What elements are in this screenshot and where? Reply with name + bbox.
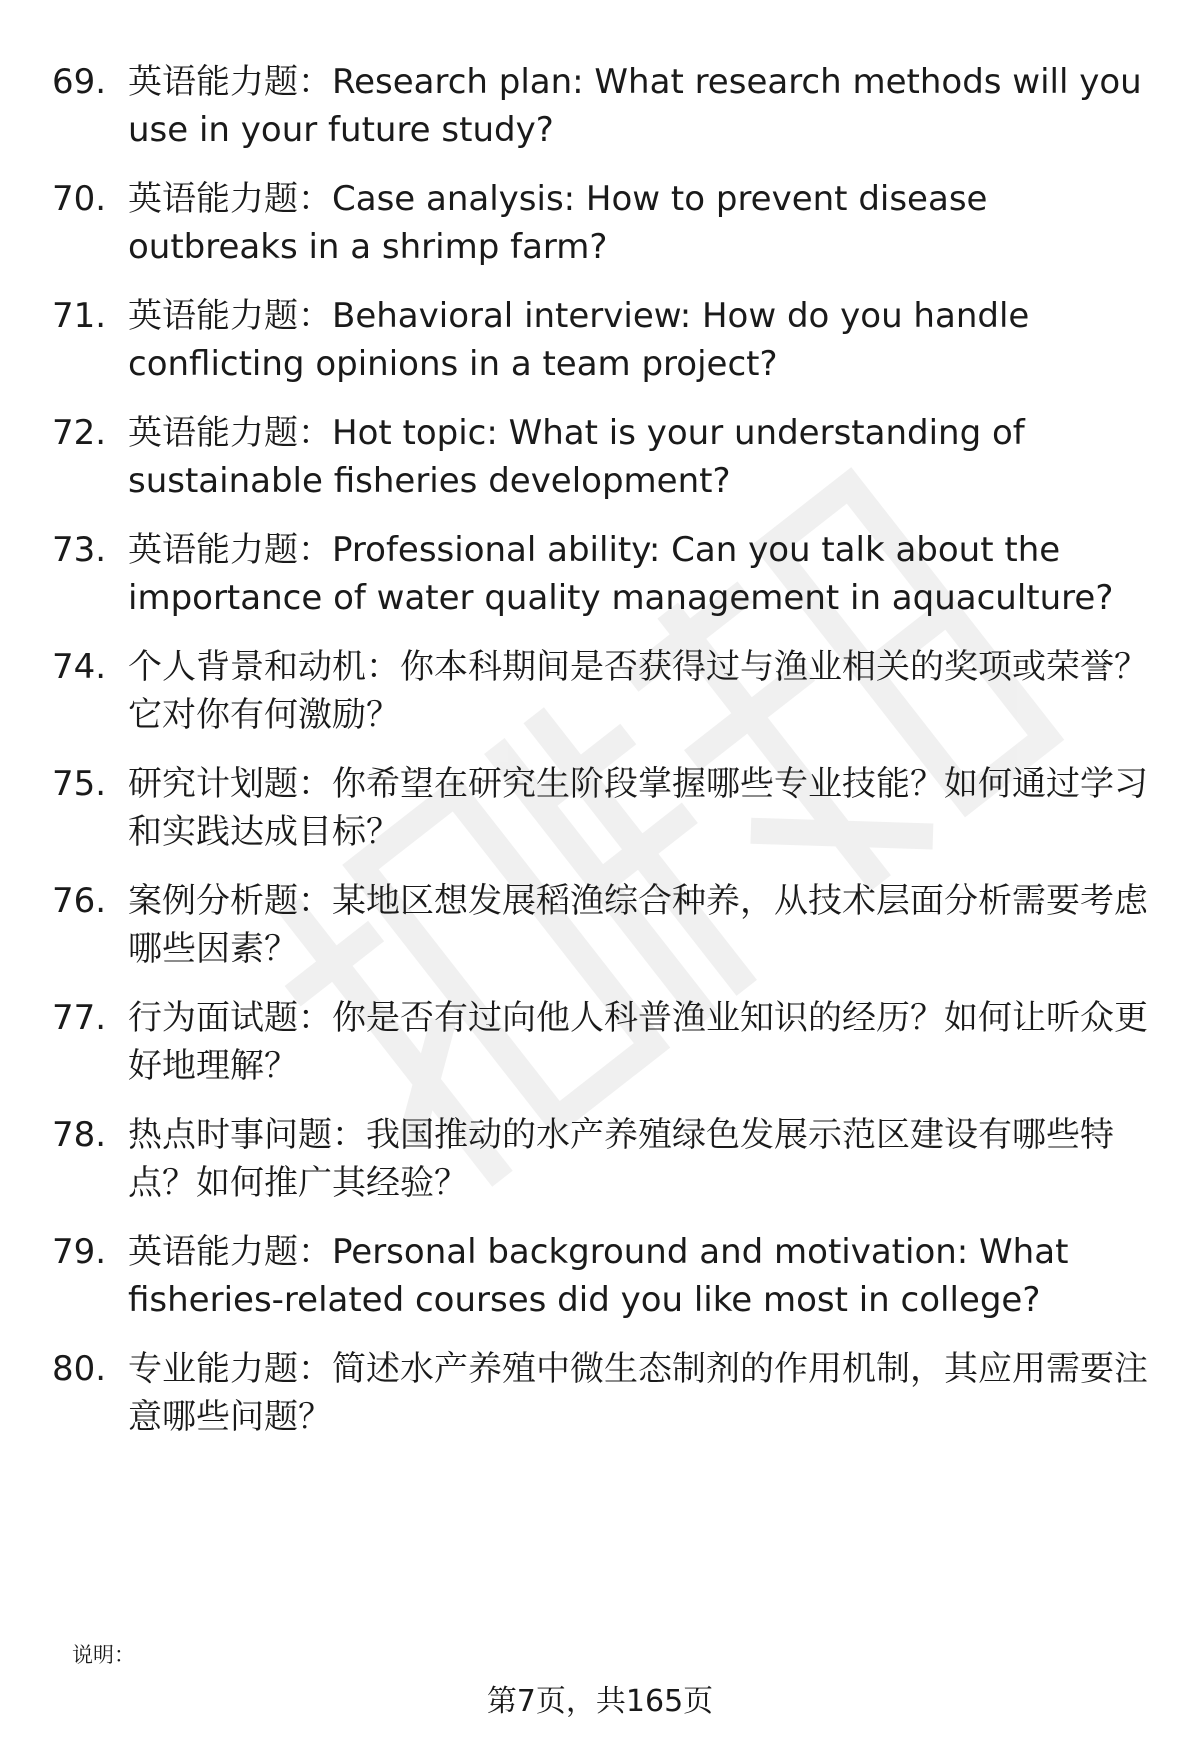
question-text: 研究计划题：你希望在研究生阶段掌握哪些专业技能？如何通过学习和实践达成目标？ bbox=[128, 764, 1148, 852]
page-footer: 第7页，共165页 bbox=[486, 1684, 714, 1719]
question-item bbox=[52, 409, 1162, 505]
question-item bbox=[52, 292, 1162, 388]
question-item bbox=[52, 1111, 1162, 1207]
question-text: 热点时事问题：我国推动的水产养殖绿色发展示范区建设有哪些特点？如何推广其经验？ bbox=[128, 1115, 1114, 1203]
question-item bbox=[52, 1228, 1162, 1324]
question-number: 72. bbox=[52, 413, 107, 453]
question-item bbox=[52, 994, 1162, 1090]
question-number: 71. bbox=[52, 296, 107, 336]
question-text: 英语能力题：Personal background and motivation: What fisheries-related courses did you like most in college? bbox=[128, 1232, 1069, 1320]
question-text: 英语能力题：Research plan: What research methods will you use in your future study? bbox=[128, 62, 1142, 150]
question-number: 77. bbox=[52, 998, 107, 1038]
question-number: 75. bbox=[52, 764, 107, 804]
question-text: 案例分析题：某地区想发展稻渔综合种养，从技术层面分析需要考虑哪些因素？ bbox=[128, 881, 1148, 969]
question-text: 英语能力题：Hot topic: What is your understanding of sustainable fisheries development? bbox=[128, 413, 1025, 501]
question-number: 79. bbox=[52, 1232, 107, 1272]
question-list bbox=[52, 58, 1162, 1462]
question-item bbox=[52, 175, 1162, 271]
question-item bbox=[52, 58, 1162, 154]
question-number: 70. bbox=[52, 179, 107, 219]
question-number: 74. bbox=[52, 647, 107, 687]
question-item bbox=[52, 1345, 1162, 1441]
note-label: 说明： bbox=[72, 1643, 135, 1667]
question-number: 78. bbox=[52, 1115, 107, 1155]
question-number: 76. bbox=[52, 881, 107, 921]
question-text: 个人背景和动机：你本科期间是否获得过与渔业相关的奖项或荣誉？它对你有何激励？ bbox=[128, 647, 1148, 735]
question-item bbox=[52, 760, 1162, 856]
question-number: 73. bbox=[52, 530, 107, 570]
question-text: 专业能力题：简述水产养殖中微生态制剂的作用机制，其应用需要注意哪些问题？ bbox=[128, 1349, 1148, 1437]
question-text: 行为面试题：你是否有过向他人科普渔业知识的经历？如何让听众更好地理解？ bbox=[128, 998, 1148, 1086]
question-number: 69. bbox=[52, 62, 107, 102]
question-text: 英语能力题：Behavioral interview: How do you handle conflicting opinions in a team project? bbox=[128, 296, 1030, 384]
question-item bbox=[52, 643, 1162, 739]
question-number: 80. bbox=[52, 1349, 107, 1389]
question-item bbox=[52, 526, 1162, 622]
question-text: 英语能力题：Case analysis: How to prevent disease outbreaks in a shrimp farm? bbox=[128, 179, 988, 267]
question-item bbox=[52, 877, 1162, 973]
question-text: 英语能力题：Professional ability: Can you talk about the importance of water quality management in aquaculture? bbox=[128, 530, 1114, 618]
